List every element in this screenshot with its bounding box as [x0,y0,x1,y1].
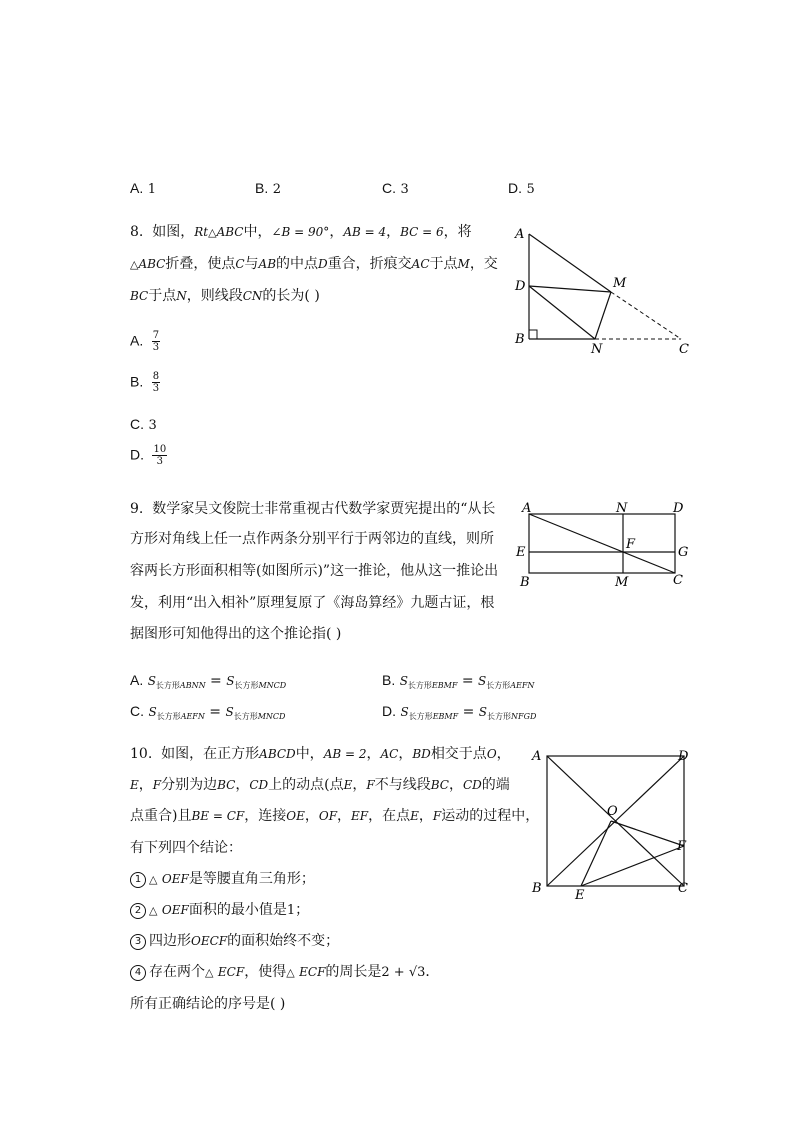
q8-option-b: B. $\frac{8}{3}$ [130,371,160,394]
label-c: C [673,573,683,588]
q10-figure [525,742,700,904]
segment-dn [529,286,595,339]
label-a: A [522,501,532,516]
q9-option-d: D. $S_{长方形EBMF} = S_{长方形NFGD}$ [382,703,537,721]
q10-conclusion-1: 1 △ OEF是等腰直角三角形； [130,869,315,890]
q9-line4: 发，利用“出入相补”原理复原了《海岛算经》九题古证，根 [130,595,495,611]
label-c: C [679,342,689,357]
q8-option-a: A. $\frac{7}{3}$ [130,330,160,353]
label-m: M [613,276,627,291]
label-b: B [532,881,542,896]
label-f: F [677,839,687,854]
q10-conclusion-2: 2 △ OEF面积的最小值是1； [130,900,309,921]
label-d: D [515,279,526,294]
label-g: G [678,545,689,560]
q10-line3: 点重合)且BE = CF，连接OE，OF，EF，在点E，F运动的过程中， [130,808,540,824]
q9-line1: 9. 数学家吴文俊院士非常重视古代数学家贾宪提出的“从长 [130,501,496,517]
label-d: D [673,501,684,516]
label-c: C [678,881,688,896]
label-d: D [678,749,689,764]
q10-last-line: 所有正确结论的序号是( ) [130,996,286,1012]
q9-option-c: C. $S_{长方形AEFN} = S_{长方形MNCD}$ [130,703,286,721]
q9-option-b: B. $S_{长方形EBMF} = S_{长方形AEFN}$ [382,672,535,690]
fraction: $\frac{8}{3}$ [152,371,160,394]
q9-option-a: A. $S_{长方形ABNN} = S_{长方形MNCD}$ [130,672,287,690]
segment-mc-dashed [611,292,681,339]
diagonal-ac [529,514,675,573]
q10-line4: 有下列四个结论： [130,840,242,856]
q9-line3: 容两长方形面积相等(如图所示)”这一推论，他从这一推论出 [130,563,499,579]
q9-line2: 方形对角线上任一点作两条分别平行于两邻边的直线，则所 [130,531,494,547]
label-n: N [591,342,603,357]
fraction: $\frac{10}{3}$ [153,444,167,467]
right-angle-mark [529,330,537,339]
q8-figure [505,220,705,360]
segment-of [611,821,684,846]
q8-option-d: D. $\frac{10}{3}$ [130,444,167,467]
label-e: E [516,545,526,560]
q9-figure [512,498,697,590]
q8-line2: △ABC折叠，使点C与AB的中点D重合，折痕交AC于点M，交 [130,256,498,272]
label-a: A [532,749,542,764]
segment-am [529,234,611,292]
q7-option-d: D. 5 [508,180,535,197]
label-f: F [626,537,636,552]
label-m: M [615,575,629,590]
segment-mn [595,292,611,339]
q7-option-c: C. 3 [382,180,409,197]
segment-dm [529,286,611,292]
label-a: A [515,227,525,242]
q10-conclusion-4: 4 存在两个△ ECF，使得△ ECF的周长是2 + √3． [130,962,439,983]
q7-option-a: A. 1 [130,180,156,197]
q8-line1: 8. 如图，Rt△ABC中，∠B = 90°，AB = 4，BC = 6，将 [130,224,472,240]
label-e: E [575,888,585,903]
q10-line1: 10. 如图，在正方形ABCD中，AB = 2，AC，BD相交于点O， [130,746,511,762]
label-n: N [616,501,628,516]
q8-option-c: C. 3 [130,416,157,433]
q9-line5: 据图形可知他得出的这个推论指( ) [130,626,342,642]
label-o: O [607,804,618,819]
q7-option-b: B. 2 [255,180,281,197]
label-b: B [520,575,530,590]
label-b: B [515,332,525,347]
q10-conclusion-3: 3 四边形OECF的面积始终不变； [130,931,339,951]
fraction: $\frac{7}{3}$ [152,330,160,353]
q10-line2: E，F分别为边BC，CD上的动点(点E，F不与线段BC，CD的端 [130,777,510,793]
q8-line3: BC于点N，则线段CN的长为( ) [130,288,320,304]
